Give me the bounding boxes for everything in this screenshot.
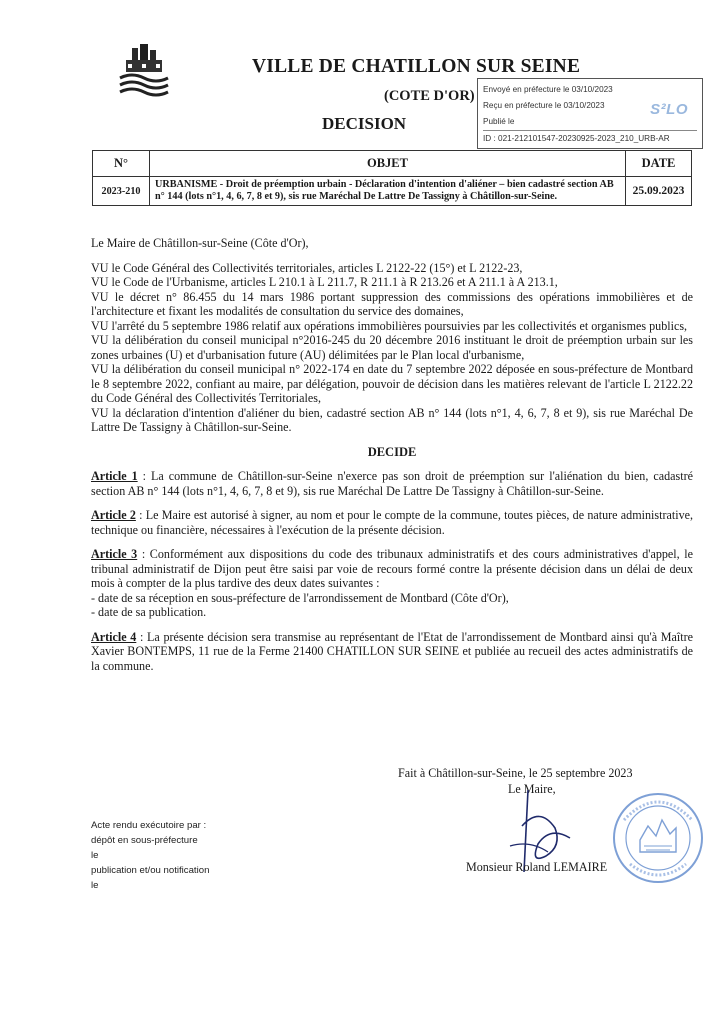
article-2 <box>91 508 693 537</box>
vu-item: VU la délibération du conseil municipal n°2016-245 du 20 décembre 2016 instituant le droit de préemption urbain sur les zones urbaines (U) et d'urbanisation future (AU) délimitées par le Plan local d'urbanisme, <box>91 333 693 362</box>
article-text: : La présente décision sera transmise au représentant de l'Etat de l'arrondissement de Montbard ainsi qu'à Maître Xavier BONTEMPS, 11 rue de la Ferme 21400 CHATILLON SUR SEINE et publiée au recueil des actes administratifs de la commune. <box>91 629 693 673</box>
signature-place-date: Fait à Châtillon-sur-Seine, le 25 septembre 2023 <box>398 766 633 780</box>
vu-list <box>91 261 693 435</box>
vu-item: VU le Code de l'Urbanisme, articles L 210.1 à L 211.7, R 211.1 à R 213.26 et A 211.1 à A 213.1, <box>91 275 558 289</box>
article-text: : La commune de Châtillon-sur-Seine n'exerce pas son droit de préemption sur l'aliénation du bien, cadastré section AB n° 144 (lots n°1, 4, 6, 7, 8 et 9), sis rue Maréchal De Lattre De Tassigny à Châtillon-sur-Seine. <box>91 469 693 498</box>
stamp-id: ID : 021-212101547-20230925-2023_210_URB-AR <box>483 130 697 146</box>
decision-date: 25.09.2023 <box>626 177 692 206</box>
stamp-received-date: Reçu en préfecture le 03/10/2023 <box>483 101 605 110</box>
city-title: VILLE DE CHATILLON SUR SEINE <box>252 56 581 77</box>
official-seal-icon <box>610 790 706 886</box>
signatory-name: Monsieur Roland LEMAIRE <box>466 860 608 874</box>
exec-note-line: le <box>91 880 99 891</box>
decide-heading: DECIDE <box>367 444 417 459</box>
exec-note-line: Acte rendu exécutoire par : <box>91 820 207 831</box>
article-3-item: - date de sa réception en sous-préfecture de l'arrondissement de Montbard (Côte d'Or), <box>91 590 509 605</box>
table-header-row <box>93 151 692 177</box>
executory-note <box>91 818 209 893</box>
table-row <box>93 177 692 206</box>
slo-logo: S²LO <box>650 101 688 118</box>
article-label: Article 4 <box>91 629 137 644</box>
article-1 <box>91 469 693 498</box>
vu-item: VU le Code Général des Collectivités territoriales, articles L 2122-22 (15°) et L 2122-23, <box>91 260 523 275</box>
department-label: (COTE D'OR) <box>384 88 475 104</box>
city-logo-icon <box>118 42 170 98</box>
decision-number: 2023-210 <box>93 177 150 206</box>
article-text: : Conformément aux dispositions du code des tribunaux administratifs et des cours administratives d'appel, le tribunal administratif de Dijon peut être saisi par voie de recours formé contre la présente décision dans un délai de deux mois à compter de la plus tardive des deux dates suivantes : <box>91 547 694 590</box>
header-objet: OBJET <box>150 151 626 177</box>
exec-note-line: le <box>91 850 99 861</box>
decision-body <box>91 236 693 673</box>
vu-item: VU la délibération du conseil municipal n° 2022-174 en date du 7 septembre 2022 déposée en sous-préfecture de Montbard le 8 septembre 2022, confiant au maire, par délégation, pouvoir de décision dans les matières relevant de l'article L 2122.22 du Code Général des Collectivités Territoriales, <box>91 362 693 405</box>
exec-note-line: dépôt en sous-préfecture <box>91 835 198 846</box>
decision-table <box>92 150 692 206</box>
article-4 <box>91 630 693 674</box>
vu-item: VU le décret n° 86.455 du 14 mars 1986 portant suppression des commissions des opérations immobilières et de l'architecture et fixant les modalités de consultation du service des domaines, <box>91 289 693 318</box>
intro-line: Le Maire de Châtillon-sur-Seine (Côte d'Or), <box>91 236 309 250</box>
stamp-sent-date: Envoyé en préfecture le 03/10/2023 <box>483 85 613 94</box>
article-3-item: - date de sa publication. <box>91 605 207 619</box>
prefecture-stamp <box>477 78 703 149</box>
article-3 <box>91 547 693 591</box>
article-label: Article 2 <box>91 508 136 522</box>
stamp-published: Publié le <box>483 117 515 126</box>
header-date: DATE <box>626 151 692 177</box>
article-text: : Le Maire est autorisé à signer, au nom et pour le compte de la commune, toutes pièces, de nature administrative, technique ou financière, nécessaires à l'exécution de la présente décision. <box>91 508 694 537</box>
article-label: Article 1 <box>91 469 138 483</box>
document-type-title: DECISION <box>322 114 407 133</box>
header-num: N° <box>93 151 150 177</box>
vu-item: VU la déclaration d'intention d'aliéner du bien, cadastré section AB n° 144 (lots n°1, 4, 6, 7, 8 et 9), sis rue Maréchal De Lattre De Tassigny à Châtillon-sur-Seine. <box>91 405 693 434</box>
exec-note-line: publication et/ou notification <box>91 865 210 876</box>
decision-object: URBANISME - Droit de préemption urbain - Déclaration d'intention d'aliéner – bien cadastré section AB n° 144 (lots n°1, 4, 6, 7, 8 et 9), sis rue Maréchal De Lattre De Tassigny à Châtillon-sur-Seine. <box>150 177 626 206</box>
article-label: Article 3 <box>91 547 138 561</box>
vu-item: VU l'arrêté du 5 septembre 1986 relatif aux opérations immobilières poursuivies par les collectivités et organismes publics, <box>91 318 688 333</box>
signature-role: Le Maire, <box>508 782 556 796</box>
